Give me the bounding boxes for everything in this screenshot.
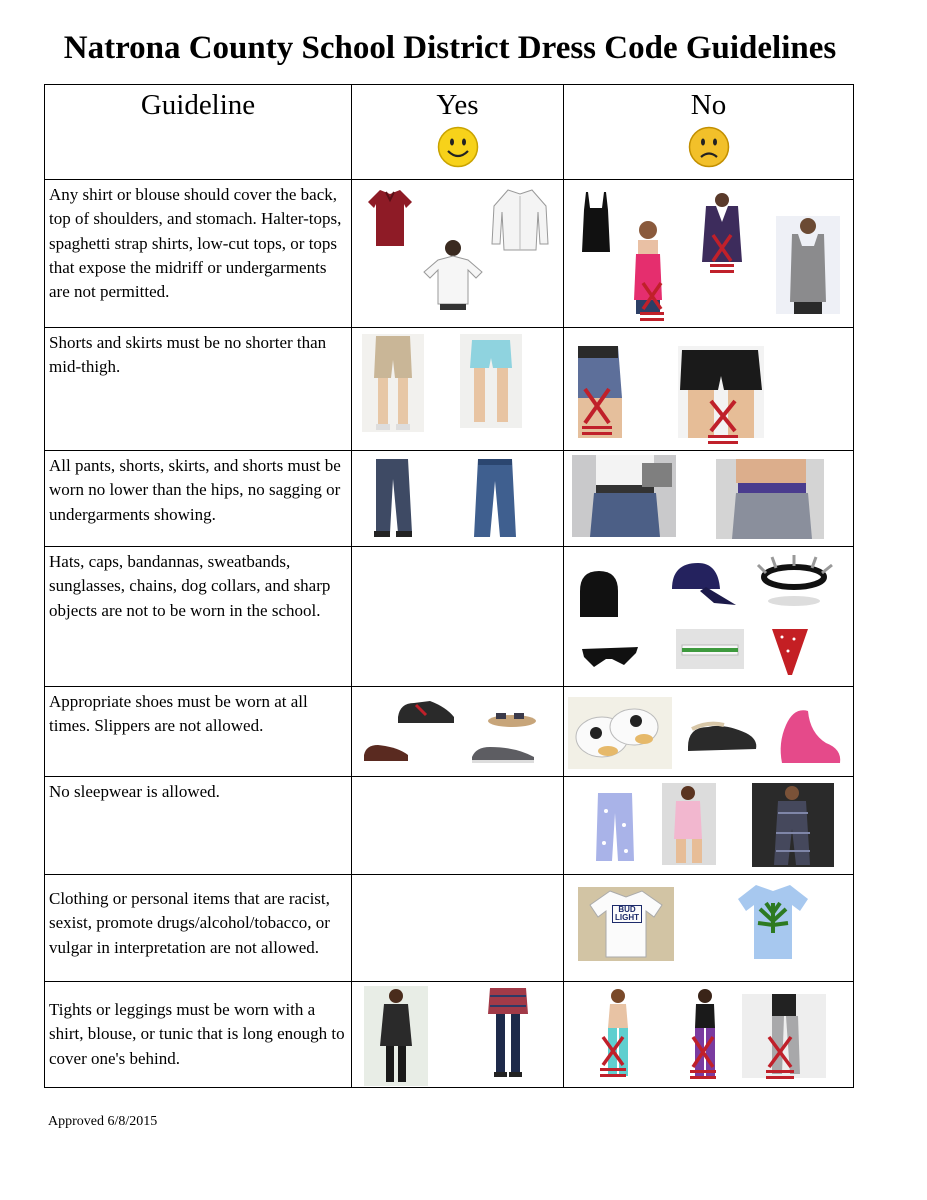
- guideline-text: Tights or leggings must be worn with a shirt, blouse, or tunic that is long enough to cover one's behind.: [45, 982, 352, 1088]
- pink-pajama-set-image: [662, 783, 716, 865]
- yes-cell: [352, 180, 564, 328]
- guideline-text: Appropriate shoes must be worn at all times. Slippers are not allowed.: [45, 687, 352, 777]
- header-yes-label: Yes: [436, 89, 479, 121]
- no-cell: [564, 777, 854, 875]
- navy-baseball-cap-image: [666, 559, 738, 613]
- no-cell: [564, 328, 854, 451]
- sneaker-image: [396, 697, 456, 727]
- pink-fuzzy-slipper-image: [776, 703, 844, 767]
- page-title: Natrona County School District Dress Code Guidelines: [63, 30, 837, 66]
- no-cell: [564, 687, 854, 777]
- straight-jeans-image: [472, 457, 518, 539]
- guideline-row: [45, 875, 854, 982]
- yes-cell: [352, 328, 564, 451]
- bud-light-tshirt-image: [578, 887, 674, 961]
- guideline-text: All pants, shorts, skirts, and shorts must be worn no lower than the hips, no sagging or undergarments showing.: [45, 451, 352, 547]
- header-yes: [352, 85, 564, 180]
- sweatband-image: [676, 629, 744, 669]
- red-x-mark-icon: [582, 386, 612, 436]
- pajama-pants-image: [594, 791, 636, 863]
- black-beanie-image: [576, 569, 622, 619]
- leaf-tshirt-image: [736, 883, 810, 961]
- white-tshirt-icon: [588, 889, 664, 959]
- header-no: [564, 85, 854, 180]
- no-cell: [564, 875, 854, 982]
- smiley-face-icon: [437, 126, 479, 168]
- yes-cell: [352, 777, 564, 875]
- guideline-row: [45, 687, 854, 777]
- guideline-text: Clothing or personal items that are racist, sexist, promote drugs/alcohol/tobacco, or vulgar in interpretation are not allowed.: [45, 875, 352, 982]
- red-x-mark-icon: [766, 1034, 794, 1080]
- yes-cell: [352, 687, 564, 777]
- dress-code-table: [44, 84, 854, 1088]
- yes-cell: [352, 451, 564, 547]
- red-x-mark-icon: [600, 1034, 626, 1078]
- sunglasses-image: [580, 643, 640, 671]
- approval-date: Approved 6/8/2015: [48, 1114, 158, 1129]
- canvas-slip-on-image: [470, 743, 536, 765]
- red-polo-shirt-image: [366, 186, 414, 248]
- header-row: [45, 85, 854, 180]
- guideline-row: [45, 180, 854, 328]
- fitted-jeans-image: [368, 457, 416, 537]
- yes-cell: [352, 547, 564, 687]
- dress-shoe-image: [362, 739, 410, 763]
- guideline-text: No sleepwear is allowed.: [45, 777, 352, 875]
- spiked-dog-collar-image: [754, 555, 836, 611]
- yes-cell: [352, 982, 564, 1088]
- guideline-row: [45, 982, 854, 1088]
- frowning-face-icon: [688, 126, 730, 168]
- plaid-pajamas-image: [752, 783, 834, 867]
- no-cell: [564, 180, 854, 328]
- tunic-leggings-image: [364, 986, 428, 1086]
- guideline-row: [45, 777, 854, 875]
- cow-slippers-image: [568, 697, 672, 769]
- light-blue-shorts-image: [460, 334, 522, 428]
- no-cell: [564, 982, 854, 1088]
- no-cell: [564, 547, 854, 687]
- white-dress-shirt-image: [490, 186, 550, 252]
- underwear-showing-image: [716, 459, 824, 539]
- guideline-text: Hats, caps, bandannas, sweatbands, sunglasses, chains, dog collars, and sharp objects are not to be worn in the school.: [45, 547, 352, 687]
- khaki-shorts-image: [362, 334, 424, 432]
- red-x-mark-icon: [710, 232, 734, 274]
- girl-white-blouse-image: [420, 238, 486, 310]
- no-cell: [564, 451, 854, 547]
- black-tank-top-image: [578, 190, 614, 254]
- guideline-text: Any shirt or blouse should cover the back, top of shoulders, and stomach. Halter-tops, spaghetti strap shirts, low-cut tops, or tops that expose the midriff or undergarments are not permitted.: [45, 180, 352, 328]
- black-slipper-image: [684, 713, 760, 755]
- plaid-tunic-leggings-image: [484, 986, 532, 1078]
- header-guideline: Guideline: [45, 85, 352, 180]
- guideline-row: [45, 547, 854, 687]
- red-bandanna-image: [770, 625, 810, 677]
- guideline-row: [45, 328, 854, 451]
- gray-muscle-tank-image: [776, 216, 840, 314]
- red-x-mark-icon: [640, 280, 664, 322]
- header-no-label: No: [690, 89, 727, 121]
- sagging-pants-image: [572, 455, 676, 537]
- red-x-mark-icon: [708, 398, 738, 444]
- yes-cell: [352, 875, 564, 982]
- red-x-mark-icon: [690, 1034, 716, 1080]
- guideline-text: Shorts and skirts must be no shorter than mid-thigh.: [45, 328, 352, 451]
- sandal-image: [486, 707, 538, 729]
- bud-light-logo: BUD LIGHT: [612, 905, 642, 923]
- guideline-row: [45, 451, 854, 547]
